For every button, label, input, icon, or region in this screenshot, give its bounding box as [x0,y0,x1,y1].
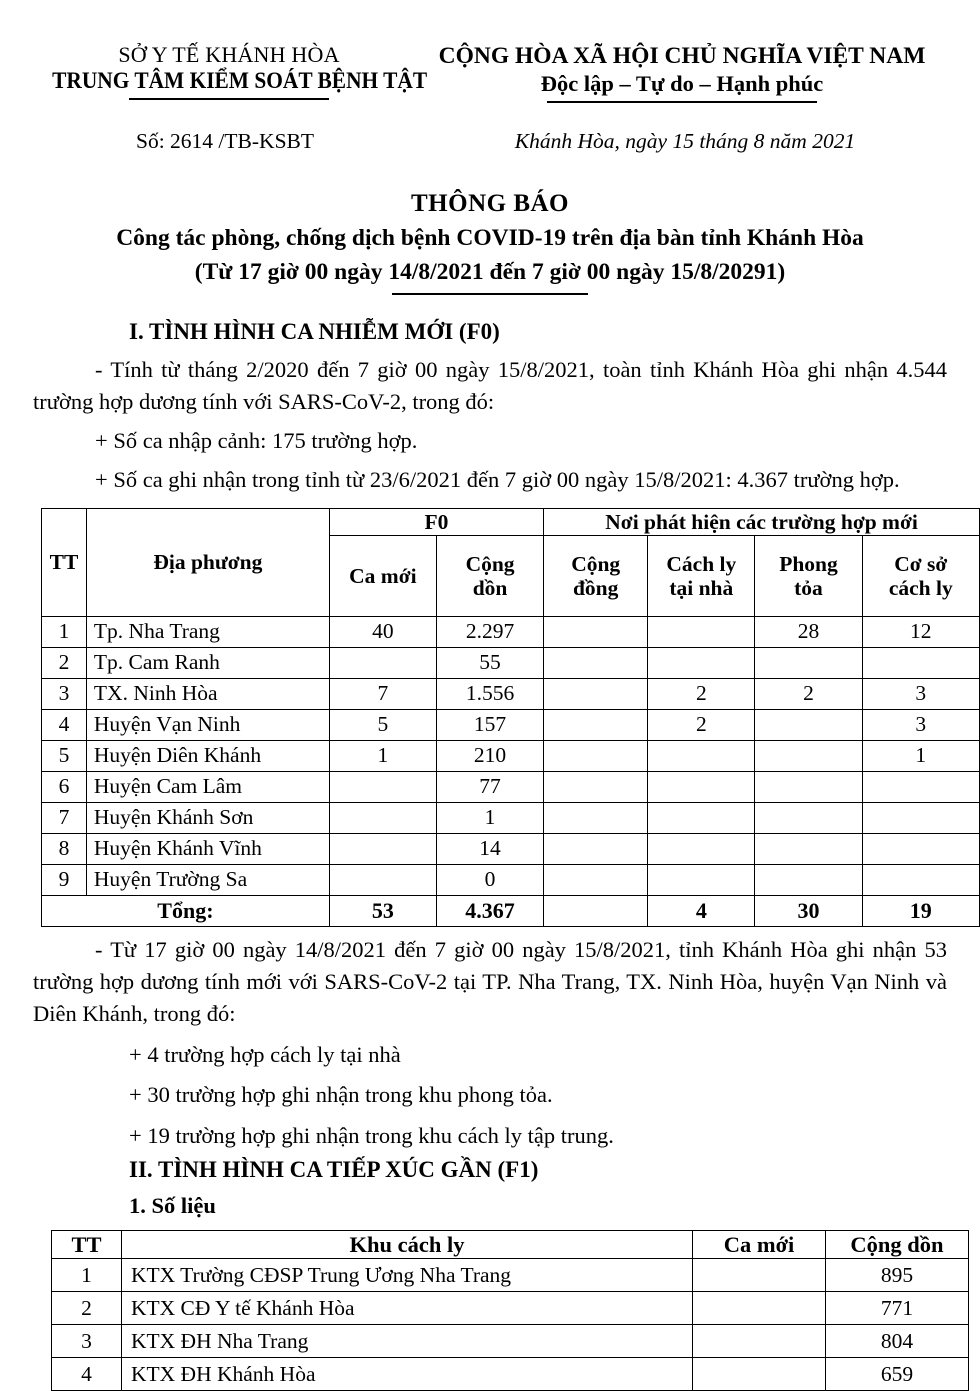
f0-cell-tt: 8 [42,833,87,864]
f0-total-cumulative: 4.367 [436,895,543,926]
f0-cell-home-quarantine: 2 [648,709,755,740]
table-row [52,1259,969,1292]
title-block [0,188,980,295]
f1-cell-tt: 1 [52,1259,122,1292]
f1-cell-cumulative: 804 [826,1325,969,1358]
f0-cell-facility [862,771,979,802]
f0-cell-lockdown [755,833,862,864]
f0-cell-locality: Huyện Diên Khánh [86,740,329,771]
national-heading-block [420,42,980,103]
f0-cell-tt: 4 [42,709,87,740]
document-number: Số: 2614 /TB-KSBT [136,129,314,154]
f0-cell-lockdown [755,802,862,833]
f0-col-home-line1: Cách ly [666,551,737,576]
f1-quarantine-table [51,1230,969,1391]
f0-col-lockdown [755,535,862,616]
section-1-bullet-lockdown: + 30 trường hợp ghi nhận trong khu phong tỏa. [129,1082,553,1108]
f0-cell-locality: Huyện Cam Lâm [86,771,329,802]
f0-cell-new-cases [329,833,436,864]
section-2-heading: II. TÌNH HÌNH CA TIẾP XÚC GẦN (F1) [129,1157,539,1183]
f0-cell-home-quarantine [648,833,755,864]
f0-cell-tt: 7 [42,802,87,833]
f1-cell-cumulative: 659 [826,1358,969,1391]
f0-total-lockdown: 30 [755,895,862,926]
section-2-subheading: 1. Số liệu [129,1192,216,1218]
table-row [42,740,980,771]
f0-cell-cumulative: 2.297 [436,616,543,647]
f0-cell-community [544,709,648,740]
f0-cell-cumulative: 55 [436,647,543,678]
f0-cell-cumulative: 210 [436,740,543,771]
letterhead [0,0,980,103]
f0-cell-facility: 1 [862,740,979,771]
f0-statistics-table [41,508,980,927]
f0-cell-lockdown: 28 [755,616,862,647]
f0-col-tt: TT [42,508,87,616]
f0-col-home-line2: tại nhà [669,575,734,600]
f0-cell-new-cases: 5 [329,709,436,740]
f1-cell-new-cases [693,1325,826,1358]
f0-cell-community [544,864,648,895]
document-meta-row [0,129,980,154]
f0-cell-community [544,802,648,833]
document-body [0,317,980,1391]
table-row [42,616,980,647]
f0-cell-locality: Huyện Vạn Ninh [86,709,329,740]
f0-cell-cumulative: 1 [436,802,543,833]
f0-total-facility: 19 [862,895,979,926]
f0-cell-locality: TX. Ninh Hòa [86,678,329,709]
f0-cell-home-quarantine [648,771,755,802]
f0-cell-locality: Huyện Trường Sa [86,864,329,895]
f0-colgroup-f0: F0 [329,508,543,535]
f0-cell-locality: Huyện Khánh Sơn [86,802,329,833]
issuing-authority-block [0,42,428,103]
f0-cell-lockdown [755,771,862,802]
f0-cell-lockdown [755,647,862,678]
document-subtitle-line2: (Từ 17 giờ 00 ngày 14/8/2021 đến 7 giờ 00 ngày 15/8/20291) [194,259,786,286]
f0-cell-lockdown: 2 [755,678,862,709]
f0-col-community-line2: đồng [572,575,619,600]
f1-col-tt: TT [52,1231,122,1259]
f1-cell-cumulative: 895 [826,1259,969,1292]
section-1-bullet-local-cases: + Số ca ghi nhận trong tỉnh từ 23/6/2021 đến 7 giờ 00 ngày 15/8/2021: 4.367 trường hợp. [95,466,900,492]
department-name: SỞ Y TẾ KHÁNH HÒA [118,42,340,67]
f0-cell-tt: 3 [42,678,87,709]
f0-cell-tt: 2 [42,647,87,678]
f0-cell-new-cases: 1 [329,740,436,771]
f0-total-community [544,895,648,926]
table-row [42,647,980,678]
f0-cell-community [544,678,648,709]
f0-cell-home-quarantine [648,864,755,895]
f0-cell-community [544,616,648,647]
f0-colgroup-detection-place: Nơi phát hiện các trường hợp mới [544,508,980,535]
section-1-heading: I. TÌNH HÌNH CA NHIỄM MỚI (F0) [129,319,500,344]
f1-cell-new-cases [693,1259,826,1292]
table-row [42,864,980,895]
f0-cell-new-cases [329,864,436,895]
f0-total-row [42,895,980,926]
letterhead-right-rule [547,101,817,103]
f0-cell-lockdown [755,709,862,740]
f1-col-zone: Khu cách ly [122,1231,693,1259]
table-row [52,1292,969,1325]
table-row [42,771,980,802]
f0-total-home: 4 [648,895,755,926]
country-name: CỘNG HÒA XÃ HỘI CHỦ NGHĨA VIỆT NAM [438,43,926,69]
f0-cell-community [544,771,648,802]
f0-col-cumulative-line1: Cộng [465,551,515,576]
f0-cell-new-cases: 7 [329,678,436,709]
national-motto: Độc lập – Tự do – Hạnh phúc [540,71,824,97]
f1-cell-tt: 3 [52,1325,122,1358]
f1-col-new-cases: Ca mới [693,1231,826,1259]
center-name: TRUNG TÂM KIỂM SOÁT BỆNH TẬT [52,68,428,94]
table-row [42,833,980,864]
f0-total-new: 53 [329,895,436,926]
section-1-paragraph-after-table: - Từ 17 giờ 00 ngày 14/8/2021 đến 7 giờ 00 ngày 15/8/2021, tỉnh Khánh Hòa ghi nhận 53 trường hợp dương tính mới với SARS-CoV-2 tại TP. Nha Trang, TX. Ninh Hòa, huyện Vạn Ninh và Diên Khánh, trong đó: [33,936,947,1026]
f0-cell-tt: 9 [42,864,87,895]
f0-col-new-cases: Ca mới [329,535,436,616]
f0-cell-facility: 3 [862,678,979,709]
table-row [52,1325,969,1358]
section-1-paragraph-1: - Tính từ tháng 2/2020 đến 7 giờ 00 ngày 15/8/2021, toàn tỉnh Khánh Hòa ghi nhận 4.544 trường hợp dương tính với SARS-CoV-2, trong đó: [33,356,947,414]
f1-header-row [52,1231,969,1259]
f1-cell-tt: 2 [52,1292,122,1325]
f0-cell-facility [862,833,979,864]
f0-cell-cumulative: 14 [436,833,543,864]
f0-cell-facility [862,647,979,678]
f0-col-facility-line1: Cơ sở [894,551,948,576]
document-subtitle-line1: Công tác phòng, chống dịch bệnh COVID-19 trên địa bàn tỉnh Khánh Hòa [116,224,864,251]
f0-cell-tt: 6 [42,771,87,802]
document-date: Khánh Hòa, ngày 15 tháng 8 năm 2021 [514,129,856,154]
f0-col-cumulative-line2: dồn [472,575,508,600]
f1-table-body [52,1259,969,1391]
f1-table-head [52,1231,969,1259]
f0-cell-community [544,647,648,678]
f0-cell-home-quarantine [648,616,755,647]
title-underline-rule [392,293,588,295]
f0-col-locality: Địa phương [86,508,329,616]
f0-cell-cumulative: 1.556 [436,678,543,709]
table-row [42,678,980,709]
f0-cell-community [544,740,648,771]
f0-table-head [42,508,980,616]
f0-col-cumulative [436,535,543,616]
f1-cell-zone: KTX Trường CĐSP Trung Ương Nha Trang [122,1259,693,1292]
table-row [42,709,980,740]
f0-cell-facility: 3 [862,709,979,740]
f0-cell-cumulative: 77 [436,771,543,802]
f0-cell-facility: 12 [862,616,979,647]
f0-cell-facility [862,864,979,895]
f0-header-row-1 [42,508,980,535]
f0-table-body [42,616,980,895]
f0-col-community-line1: Cộng [571,551,621,576]
f0-cell-lockdown [755,864,862,895]
section-1-bullet-imported-cases: + Số ca nhập cảnh: 175 trường hợp. [95,427,418,453]
table-row [42,802,980,833]
f0-cell-home-quarantine: 2 [648,678,755,709]
f1-col-cumulative: Cộng dồn [826,1231,969,1259]
f0-cell-new-cases [329,647,436,678]
f0-cell-lockdown [755,740,862,771]
f0-cell-new-cases [329,802,436,833]
f1-cell-new-cases [693,1292,826,1325]
f1-cell-cumulative: 771 [826,1292,969,1325]
f0-cell-cumulative: 157 [436,709,543,740]
f0-cell-locality: Tp. Nha Trang [86,616,329,647]
f0-cell-locality: Huyện Khánh Vĩnh [86,833,329,864]
f0-col-lockdown-line1: Phong [779,551,838,576]
f0-cell-home-quarantine [648,647,755,678]
f1-cell-tt: 4 [52,1358,122,1391]
f0-cell-tt: 5 [42,740,87,771]
f1-cell-zone: KTX ĐH Nha Trang [122,1325,693,1358]
f0-cell-home-quarantine [648,802,755,833]
f1-cell-zone: KTX ĐH Khánh Hòa [122,1358,693,1391]
f0-cell-home-quarantine [648,740,755,771]
section-1-bullet-facility: + 19 trường hợp ghi nhận trong khu cách ly tập trung. [129,1122,614,1148]
f0-cell-community [544,833,648,864]
f0-col-community [544,535,648,616]
f0-table-foot [42,895,980,926]
f0-cell-new-cases [329,771,436,802]
f0-cell-new-cases: 40 [329,616,436,647]
page-title: THÔNG BÁO [411,190,569,218]
f0-total-label: Tổng: [42,895,330,926]
section-1-bullet-home-quarantine: + 4 trường hợp cách ly tại nhà [129,1041,401,1067]
f0-col-facility-line2: cách ly [888,575,953,600]
f0-cell-locality: Tp. Cam Ranh [86,647,329,678]
f0-col-facility [862,535,979,616]
f0-cell-facility [862,802,979,833]
f0-cell-cumulative: 0 [436,864,543,895]
f0-col-lockdown-line2: tỏa [794,575,823,600]
f0-cell-tt: 1 [42,616,87,647]
f1-cell-zone: KTX CĐ Y tế Khánh Hòa [122,1292,693,1325]
f0-col-home-quarantine [648,535,755,616]
letterhead-left-rule [129,98,329,100]
